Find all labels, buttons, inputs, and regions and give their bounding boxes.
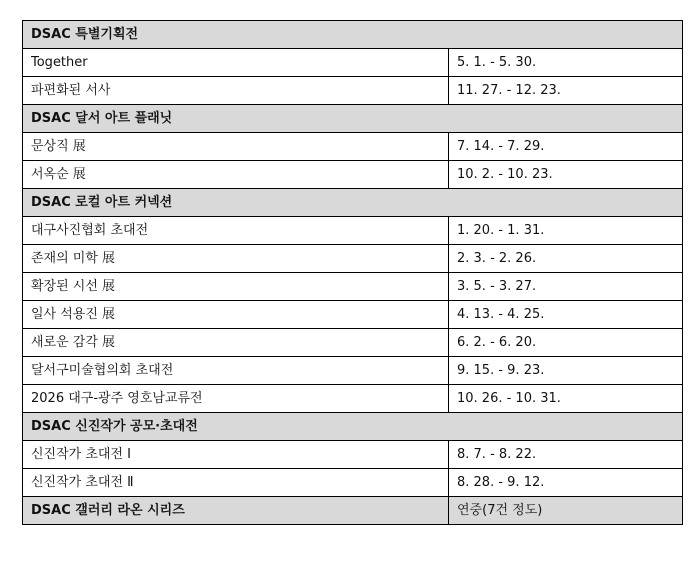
table-row [23,245,683,273]
exhibition-period: 7. 14. - 7. 29. [449,133,683,161]
section-header-row [23,189,683,217]
exhibition-period: 8. 7. - 8. 22. [449,441,683,469]
table-row [23,273,683,301]
exhibition-period: 11. 27. - 12. 23. [449,77,683,105]
exhibition-name: 신진작가 초대전 Ⅰ [23,441,449,469]
table-row [23,49,683,77]
exhibition-name: 서옥순 展 [23,161,449,189]
exhibition-period: 2. 3. - 2. 26. [449,245,683,273]
section-title: DSAC 갤러리 라온 시리즈 [23,497,449,525]
exhibition-period: 8. 28. - 9. 12. [449,469,683,497]
table-row [23,161,683,189]
exhibition-period: 1. 20. - 1. 31. [449,217,683,245]
section-title: DSAC 로컬 아트 커넥션 [23,189,683,217]
exhibition-period: 9. 15. - 9. 23. [449,357,683,385]
table-row [23,357,683,385]
exhibition-period: 5. 1. - 5. 30. [449,49,683,77]
exhibition-period: 6. 2. - 6. 20. [449,329,683,357]
table-row [23,217,683,245]
section-header-row [23,413,683,441]
exhibition-name: 확장된 시선 展 [23,273,449,301]
table-row [23,329,683,357]
footer-row [23,497,683,525]
exhibition-name: 2026 대구-광주 영호남교류전 [23,385,449,413]
exhibition-period: 3. 5. - 3. 27. [449,273,683,301]
exhibition-period: 4. 13. - 4. 25. [449,301,683,329]
table-row [23,133,683,161]
exhibition-period: 10. 26. - 10. 31. [449,385,683,413]
exhibition-name: 대구사진협회 초대전 [23,217,449,245]
exhibition-name: Together [23,49,449,77]
exhibition-name: 문상직 展 [23,133,449,161]
exhibition-period: 연중(7건 정도) [449,497,683,525]
table-row [23,301,683,329]
section-title: DSAC 신진작가 공모·초대전 [23,413,683,441]
exhibition-name: 신진작가 초대전 Ⅱ [23,469,449,497]
exhibition-schedule-table [22,20,683,525]
exhibition-name: 파편화된 서사 [23,77,449,105]
exhibition-name: 달서구미술협의회 초대전 [23,357,449,385]
section-header-row [23,105,683,133]
exhibition-name: 존재의 미학 展 [23,245,449,273]
table-row [23,385,683,413]
exhibition-name: 일사 석용진 展 [23,301,449,329]
exhibition-name: 새로운 감각 展 [23,329,449,357]
exhibition-period: 10. 2. - 10. 23. [449,161,683,189]
section-header-row [23,21,683,49]
table-row [23,469,683,497]
table-row [23,77,683,105]
section-title: DSAC 특별기획전 [23,21,683,49]
section-title: DSAC 달서 아트 플래닛 [23,105,683,133]
table-row [23,441,683,469]
